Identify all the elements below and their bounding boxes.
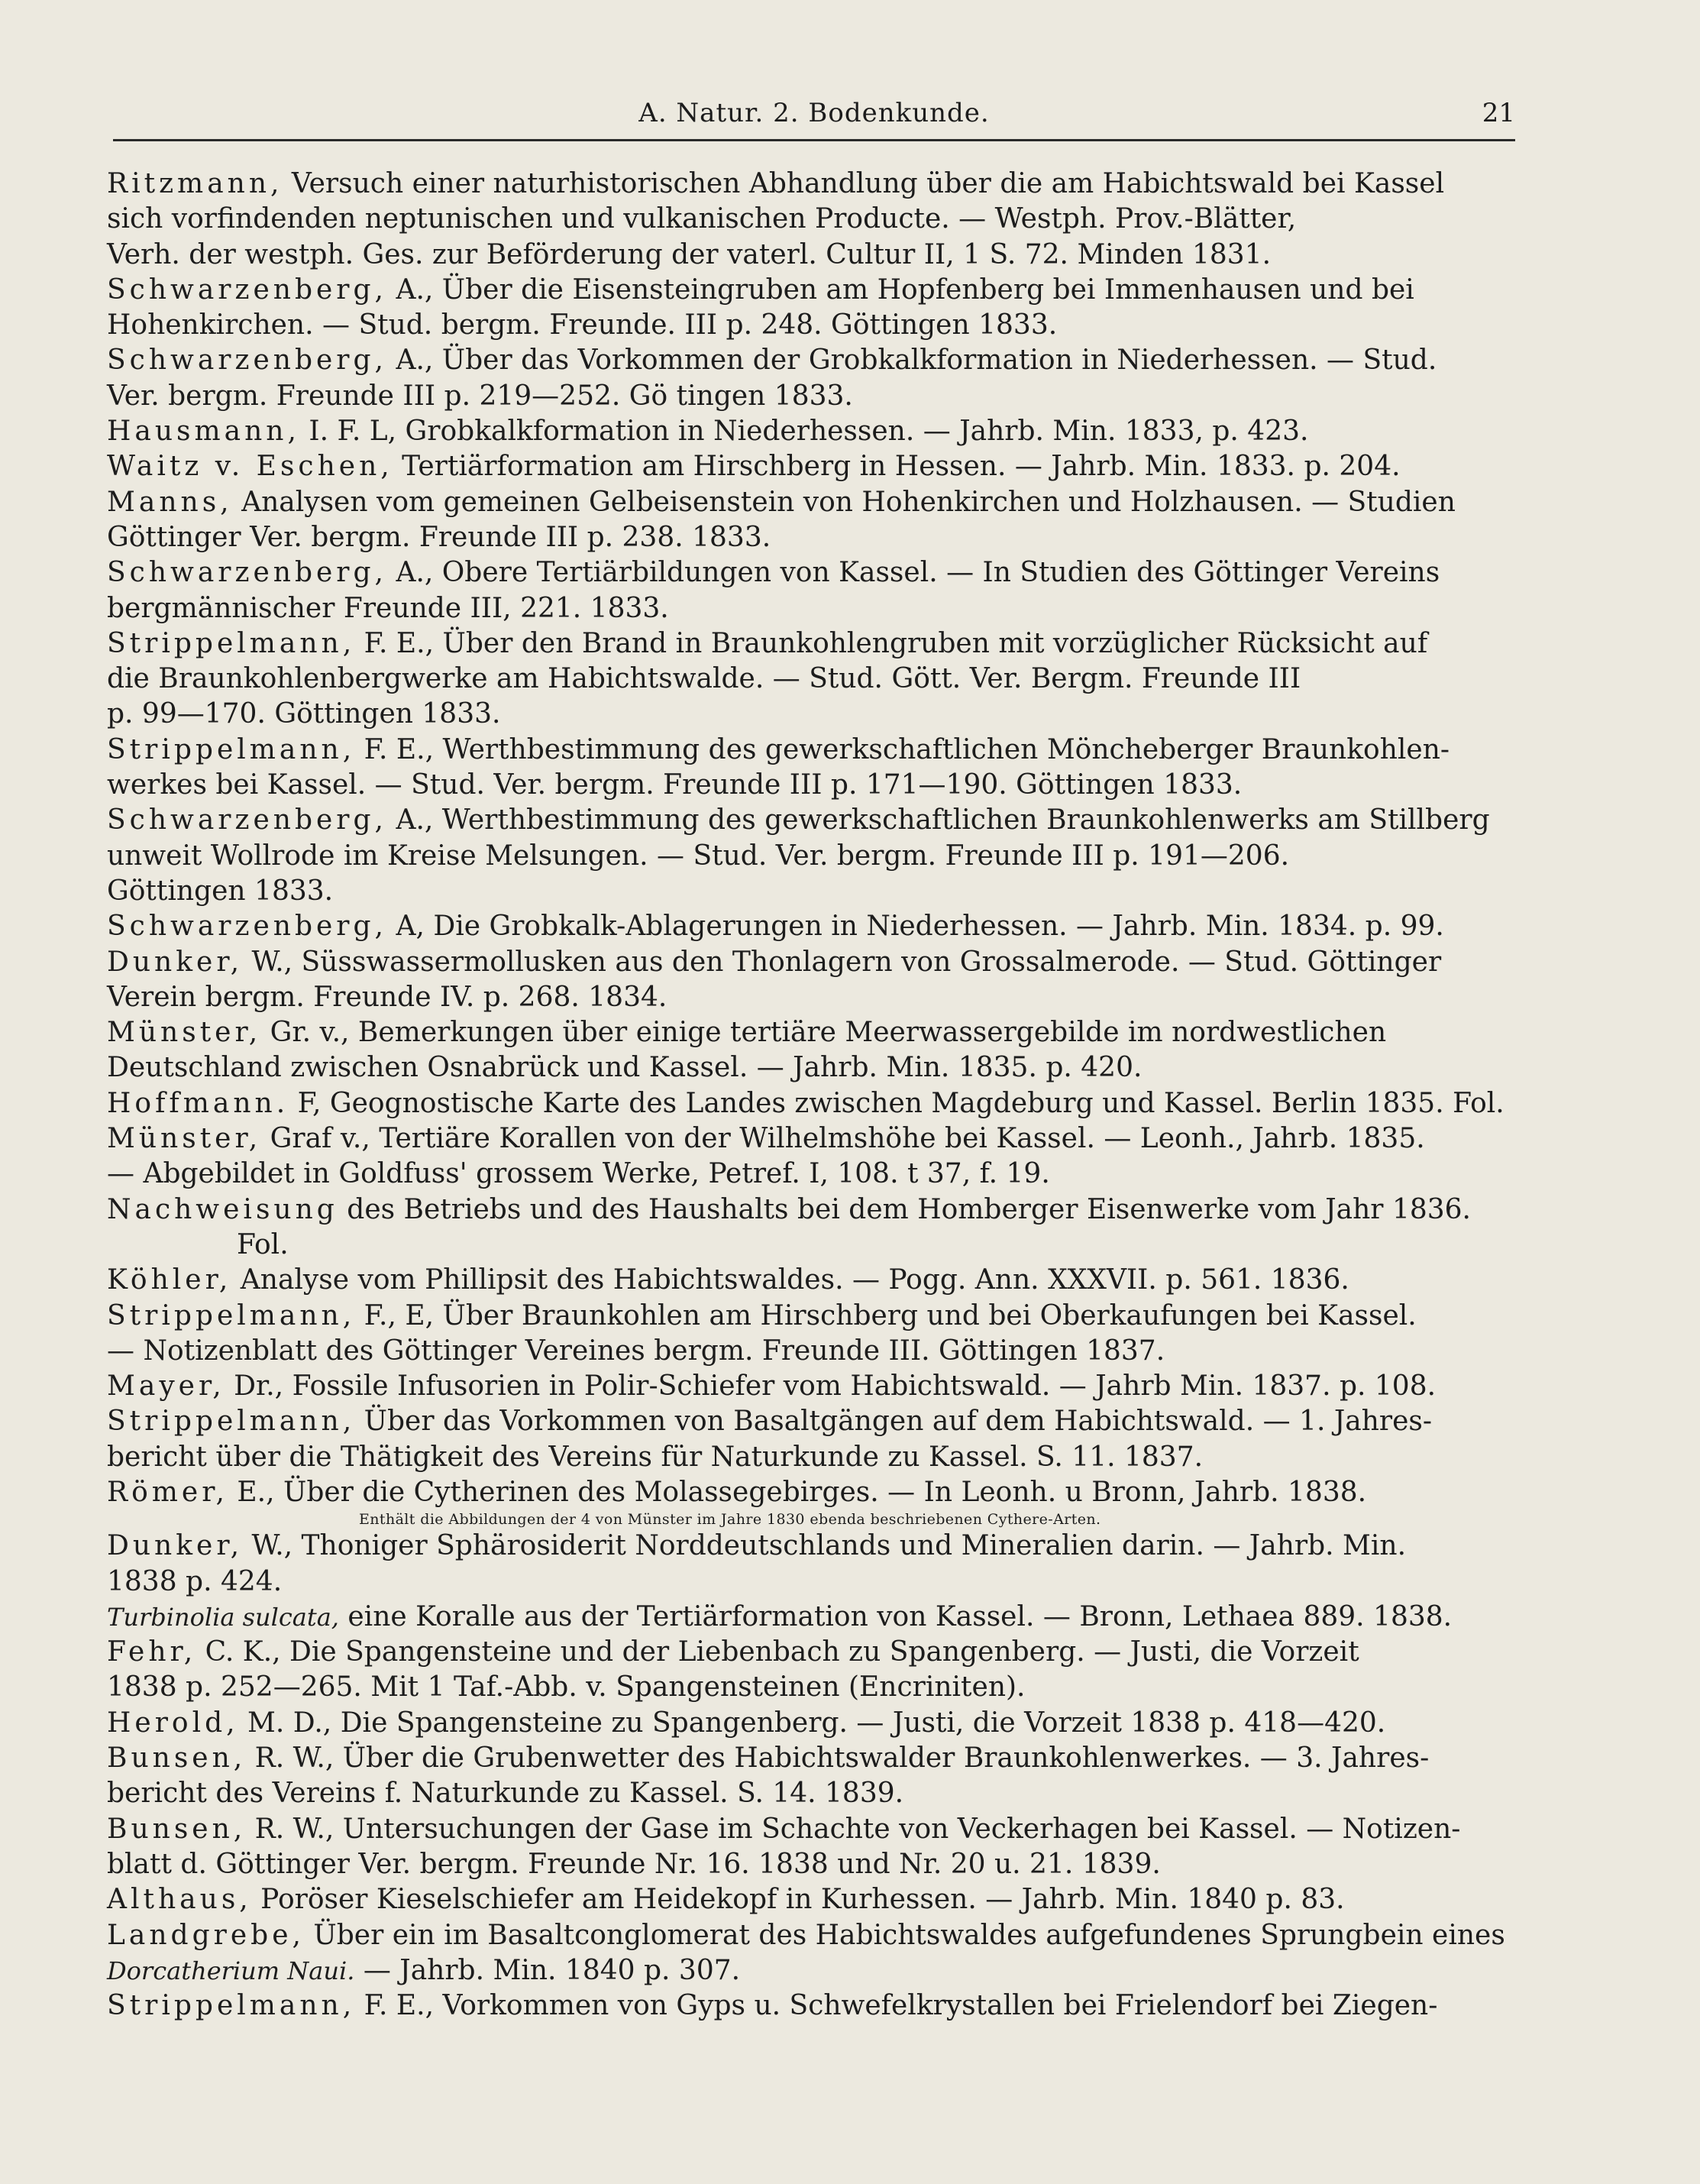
- bibliography-entry: [107, 1192, 1518, 1263]
- entry-text: W., Thoniger Sphärosiderit Norddeutschlands und Mineralien darin. — Jahrb. Min.: [243, 1530, 1407, 1562]
- entry-text: F, Geognostische Karte des Landes zwischen Magdeburg und Kassel. Berlin 1835. Fol.: [289, 1087, 1504, 1119]
- entry-text: Gr. v., Bemerkungen über einige tertiäre Meerwassergebilde im nordwestlichen: [261, 1017, 1387, 1049]
- header-rule: [113, 139, 1515, 141]
- bibliography-entry: [107, 1015, 1518, 1086]
- bibliography-entry: [107, 1086, 1518, 1121]
- entry-author: Schwarzenberg,: [107, 911, 387, 943]
- entry-text: Verein bergm. Freunde IV. p. 268. 1834.: [107, 981, 667, 1013]
- entry-text: A., Werthbestimmung des gewerkschaftlichen Braunkohlenwerks am Stillberg: [387, 804, 1490, 836]
- bibliography-entry: [107, 1741, 1518, 1812]
- entry-author: Römer,: [107, 1476, 228, 1508]
- entry-text: 1838 p. 424.: [107, 1565, 283, 1597]
- bibliography-list: [107, 167, 1518, 2024]
- entry-text: die Braunkohlenbergwerke am Habichtswalde. — Stud. Gött. Ver. Bergm. Freunde III: [107, 663, 1301, 695]
- bibliography-entry: [107, 945, 1518, 1016]
- bibliography-entry: [107, 733, 1518, 804]
- entry-text: Analyse vom Phillipsit des Habichtswaldes. — Pogg. Ann. XXXVII. p. 561. 1836.: [231, 1264, 1349, 1296]
- entry-author: Strippelmann,: [107, 1990, 356, 2022]
- entry-text: — Notizenblatt des Göttinger Vereines bergm. Freunde III. Göttingen 1837.: [107, 1335, 1165, 1367]
- entry-text: Göttingen 1833.: [107, 875, 334, 907]
- entry-text: sich vorfindenden neptunischen und vulkanischen Producte. — Westph. Prov.-Blätter,: [107, 203, 1297, 235]
- entry-text: — Abgebildet in Goldfuss' grossem Werke, Petref. I, 108. t 37, f. 19.: [107, 1158, 1050, 1190]
- entry-author: Mayer,: [107, 1370, 225, 1403]
- entry-text: A., Obere Tertiärbildungen von Kassel. — In Studien des Göttinger Vereins: [387, 557, 1440, 589]
- entry-text: Hohenkirchen. — Stud. bergm. Freunde. III p. 248. Göttingen 1833.: [107, 309, 1058, 341]
- entry-text: Verh. der westph. Ges. zur Beförderung der vaterl. Cultur II, 1 S. 72. Minden 1831.: [107, 238, 1272, 270]
- bibliography-entry: [107, 1918, 1518, 1989]
- entry-text: p. 99—170. Göttingen 1833.: [107, 698, 501, 730]
- entry-text: Analysen vom gemeinen Gelbeisenstein von Hohenkirchen und Holzhausen. — Studien: [232, 486, 1456, 518]
- bibliography-entry: [107, 803, 1518, 909]
- entry-author: Schwarzenberg,: [107, 557, 387, 589]
- entry-author: Münster,: [107, 1017, 262, 1049]
- entry-text: Über das Vorkommen von Basaltgängen auf dem Habichtswald. — 1. Jahres-: [355, 1406, 1433, 1438]
- bibliography-entry: [107, 1369, 1518, 1404]
- entry-text: 1838 p. 252—265. Mit 1 Taf.-Abb. v. Spangensteinen (Encriniten).: [107, 1671, 1026, 1704]
- entry-text: Graf v., Tertiäre Korallen von der Wilhelmshöhe bei Kassel. — Leonh., Jahrb. 1835.: [261, 1123, 1425, 1155]
- entry-author: Schwarzenberg,: [107, 273, 387, 306]
- entry-author: Herold,: [107, 1707, 239, 1739]
- entry-text: bericht des Vereins f. Naturkunde zu Kassel. S. 14. 1839.: [107, 1778, 904, 1810]
- bibliography-entry: [107, 1635, 1518, 1706]
- bibliography-entry: [107, 909, 1518, 944]
- entry-text: bergmännischer Freunde III, 221. 1833.: [107, 592, 669, 624]
- entry-author: Hoffmann.: [107, 1087, 289, 1119]
- entry-text: F. E., Werthbestimmung des gewerkschaftlichen Möncheberger Braunkohlen-: [355, 733, 1450, 765]
- page-number: 21: [1482, 98, 1515, 128]
- entry-text: Dr., Fossile Infusorien in Polir-Schiefer vom Habichtswald. — Jahrb Min. 1837. p. 108.: [225, 1370, 1437, 1403]
- entry-text: unweit Wollrode im Kreise Melsungen. — Stud. Ver. bergm. Freunde III p. 191—206.: [107, 840, 1290, 872]
- entry-text: C. K., Die Spangensteine und der Liebenbach zu Spangenberg. — Justi, die Vorzeit: [196, 1636, 1359, 1668]
- entry-text: eine Koralle aus der Tertiärformation von Kassel. — Bronn, Lethaea 889. 1838.: [338, 1600, 1453, 1632]
- entry-text: Tertiärformation am Hirschberg in Hessen. — Jahrb. Min. 1833. p. 204.: [393, 451, 1401, 483]
- bibliography-entry: [107, 485, 1518, 556]
- entry-author: Waitz v. Eschen,: [107, 451, 393, 483]
- entry-text: A., Über die Eisensteingruben am Hopfenberg bei Immenhausen und bei: [387, 273, 1414, 306]
- entry-author: Strippelmann,: [107, 1299, 356, 1331]
- entry-text: M. D., Die Spangensteine zu Spangenberg. — Justi, die Vorzeit 1838 p. 418—420.: [238, 1707, 1386, 1739]
- entry-text: Versuch einer naturhistorischen Abhandlung über die am Habichtswald bei Kassel: [283, 168, 1445, 199]
- entry-author: Schwarzenberg,: [107, 804, 387, 836]
- entry-text: Göttinger Ver. bergm. Freunde III p. 238. 1833.: [107, 521, 771, 553]
- bibliography-entry: [107, 449, 1518, 484]
- running-title: A. Natur. 2. Bodenkunde.: [638, 98, 990, 128]
- entry-text: des Betriebs und des Haushalts bei dem Homberger Eisenwerke vom Jahr 1836. Fol.: [237, 1193, 1471, 1260]
- entry-text: werkes bei Kassel. — Stud. Ver. bergm. Freunde III p. 171—190. Göttingen 1833.: [107, 769, 1243, 801]
- entry-author: Bunsen,: [107, 1813, 247, 1845]
- entry-author: Turbinolia sulcata,: [107, 1602, 339, 1632]
- entry-author: Strippelmann,: [107, 733, 356, 765]
- bibliography-entry: [107, 1600, 1518, 1635]
- entry-author: Strippelmann,: [107, 1406, 356, 1438]
- bibliography-entry: [107, 1404, 1518, 1475]
- entry-author: Münster,: [107, 1123, 262, 1155]
- bibliography-entry: [107, 1475, 1518, 1510]
- bibliography-entry: [107, 555, 1518, 626]
- entry-author: Dunker,: [107, 946, 244, 978]
- bibliography-entry: [107, 1263, 1518, 1298]
- entry-text: F., E, Über Braunkohlen am Hirschberg und bei Oberkaufungen bei Kassel.: [355, 1299, 1417, 1331]
- bibliography-entry: [107, 273, 1518, 344]
- entry-author: Strippelmann,: [107, 627, 356, 659]
- bibliography-entry: [107, 626, 1518, 733]
- entry-text: Über ein im Basaltconglomerat des Habichtswaldes aufgefundenes Sprungbein eines: [304, 1919, 1505, 1951]
- entry-text: I. F. L, Grobkalkformation in Niederhessen. — Jahrb. Min. 1833, p. 423.: [299, 416, 1309, 448]
- entry-text: Ver. bergm. Freunde III p. 219—252. Gö tingen 1833.: [107, 380, 853, 412]
- bibliography-entry: [107, 343, 1518, 414]
- entry-author: Fehr,: [107, 1636, 197, 1668]
- bibliography-entry: [107, 1706, 1518, 1741]
- entry-author: Landgrebe,: [107, 1919, 305, 1951]
- entry-text: blatt d. Göttinger Ver. bergm. Freunde Nr. 16. 1838 und Nr. 20 u. 21. 1839.: [107, 1848, 1161, 1880]
- entry-text: F. E., Vorkommen von Gyps u. Schwefelkrystallen bei Frielendorf bei Ziegen-: [355, 1990, 1438, 2022]
- entry-text: bericht über die Thätigkeit des Vereins für Naturkunde zu Kassel. S. 11. 1837.: [107, 1441, 1204, 1473]
- entry-author: Althaus,: [107, 1884, 252, 1916]
- bibliography-entry: [107, 1882, 1518, 1917]
- entry-author: Ritzmann,: [107, 168, 283, 199]
- bibliography-entry: [107, 1299, 1518, 1370]
- entry-author: Köhler,: [107, 1264, 232, 1296]
- entry-text: Deutschland zwischen Osnabrück und Kassel. — Jahrb. Min. 1835. p. 420.: [107, 1052, 1142, 1084]
- entry-text: A, Die Grobkalk-Ablagerungen in Niederhessen. — Jahrb. Min. 1834. p. 99.: [387, 911, 1444, 943]
- entry-text: F. E., Über den Brand in Braunkohlengruben mit vorzüglicher Rücksicht auf: [355, 627, 1428, 659]
- bibliography-entry: [107, 1812, 1518, 1883]
- bibliography-entry: [107, 167, 1518, 273]
- entry-text: E., Über die Cytherinen des Molassegebirges. — In Leonh. u Bronn, Jahrb. 1838.: [228, 1476, 1367, 1508]
- entry-text: — Jahrb. Min. 1840 p. 307.: [354, 1954, 741, 1986]
- bibliography-entry: [107, 1529, 1518, 1600]
- entry-text: R. W., Über die Grubenwetter des Habichtswalder Braunkohlenwerkes. — 3. Jahres-: [246, 1742, 1430, 1775]
- entry-author: Hausmann,: [107, 416, 300, 448]
- entry-text: A., Über das Vorkommen der Grobkalkformation in Niederhessen. — Stud.: [387, 345, 1437, 377]
- taxon-name: Dorcatherium Naui.: [107, 1956, 355, 1985]
- entry-author: Dunker,: [107, 1530, 244, 1562]
- bibliography-entry: [107, 1988, 1518, 2024]
- entry-text: Poröser Kieselschiefer am Heidekopf in Kurhessen. — Jahrb. Min. 1840 p. 83.: [251, 1884, 1345, 1916]
- entry-author: Bunsen,: [107, 1742, 247, 1775]
- entry-author: Schwarzenberg,: [107, 345, 387, 377]
- entry-text: R. W., Untersuchungen der Gase im Schachte von Veckerhagen bei Kassel. — Notizen-: [246, 1813, 1461, 1845]
- page-header: [113, 98, 1515, 134]
- entry-text: W., Süsswassermollusken aus den Thonlagern von Grossalmerode. — Stud. Göttinger: [243, 946, 1442, 978]
- entry-author: Manns,: [107, 486, 233, 518]
- entry-text: [107, 1953, 1518, 1988]
- bibliography-entry: [107, 414, 1518, 449]
- entry-author: Nachweisung: [107, 1193, 338, 1225]
- bibliography-entry: [107, 1121, 1518, 1192]
- entry-footnote: Enthält die Abbildungen der 4 von Münster im Jahre 1830 ebenda beschriebenen Cythere-Arten.: [359, 1511, 1101, 1529]
